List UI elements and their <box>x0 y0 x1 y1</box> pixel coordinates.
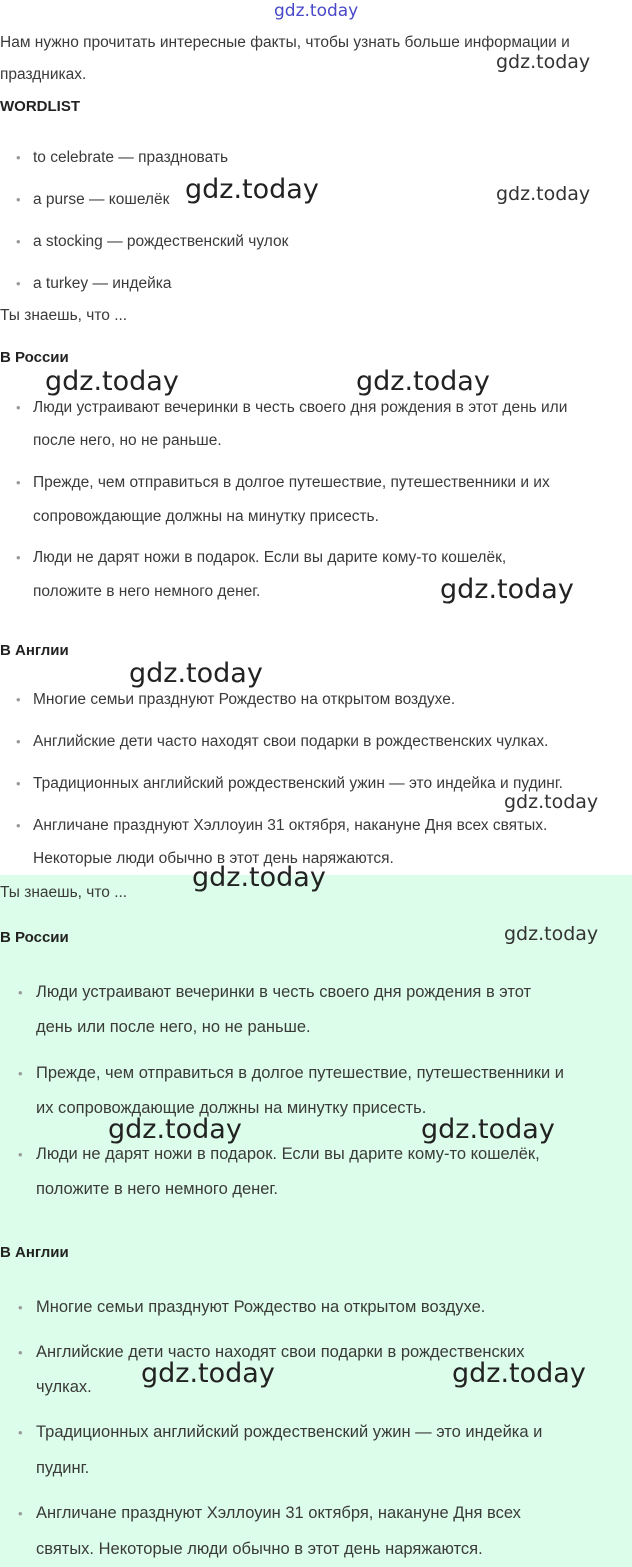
fact-line: Прежде, чем отправиться в долгое путешествие, путешественники и <box>36 1064 564 1082</box>
fact-line: чулках. <box>36 1378 92 1396</box>
fact-line: Многие семьи празднуют Рождество на открытом воздухе. <box>36 1298 486 1316</box>
watermark: gdz.today <box>504 791 599 813</box>
watermark: gdz.today <box>452 1358 586 1389</box>
bullet-icon: • <box>16 192 21 207</box>
watermark: gdz.today <box>421 1114 555 1145</box>
bullet-icon: • <box>16 234 21 249</box>
watermark: gdz.today <box>192 862 326 893</box>
fact-line: Прежде, чем отправиться в долгое путешествие, путешественники и их <box>33 474 550 491</box>
bullet-icon: • <box>18 1066 23 1081</box>
answer-panel <box>0 875 632 1567</box>
fact-line: после него, но не раньше. <box>33 432 222 449</box>
bullet-icon: • <box>18 1147 23 1162</box>
fact-line: Англичане празднуют Хэллоуин 31 октября, накануне Дня всех святых. <box>33 817 548 834</box>
section1-russia-title: В России <box>0 349 69 366</box>
watermark: gdz.today <box>185 174 319 205</box>
watermark: gdz.today <box>504 923 599 945</box>
bullet-icon: • <box>16 550 21 565</box>
watermark: gdz.today <box>108 1114 242 1145</box>
fact-line: Люди не дарят ножи в подарок. Если вы дарите кому-то кошелёк, <box>36 1145 540 1163</box>
bullet-icon: • <box>16 150 21 165</box>
fact-line: положите в него немного денег. <box>33 583 261 600</box>
wordlist-item: a stocking — рождественский чулок <box>33 233 289 250</box>
bullet-icon: • <box>18 985 23 1000</box>
watermark: gdz.today <box>496 183 591 205</box>
fact-line: Многие семьи празднуют Рождество на открытом воздухе. <box>33 691 456 708</box>
fact-line: пудинг. <box>36 1459 90 1477</box>
intro-line-1: Нам нужно прочитать интересные факты, чтобы узнать больше информации и <box>0 34 570 51</box>
wordlist-item: a turkey — индейка <box>33 275 172 292</box>
bullet-icon: • <box>16 276 21 291</box>
fact-line: их сопровождающие должны на минутку присесть. <box>36 1099 427 1117</box>
wordlist-title: WORDLIST <box>0 98 80 115</box>
fact-line: Традиционных английский рождественский ужин — это индейка и пудинг. <box>33 775 563 792</box>
section2-russia-title: В России <box>0 929 69 946</box>
bullet-icon: • <box>16 734 21 749</box>
bullet-icon: • <box>16 475 21 490</box>
bullet-icon: • <box>16 818 21 833</box>
bullet-icon: • <box>18 1300 23 1315</box>
fact-line: Некоторые люди обычно в этот день наряжаются. <box>33 850 394 867</box>
watermark: gdz.today <box>496 51 591 73</box>
watermark-top: gdz.today <box>274 1 359 21</box>
bullet-icon: • <box>18 1506 23 1521</box>
section1-lead: Ты знаешь, что ... <box>0 307 128 324</box>
watermark: gdz.today <box>129 658 263 689</box>
section2-england-title: В Англии <box>0 1244 69 1261</box>
fact-line: Люди устраивают вечеринки в честь своего дня рождения в этот <box>36 983 532 1001</box>
bullet-icon: • <box>16 692 21 707</box>
fact-line: Люди устраивают вечеринки в честь своего дня рождения в этот день или <box>33 399 568 416</box>
fact-line: Английские дети часто находят свои подарки в рождественских <box>36 1343 525 1361</box>
bullet-icon: • <box>18 1425 23 1440</box>
fact-line: сопровождающие должны на минутку присесть. <box>33 508 379 525</box>
watermark: gdz.today <box>45 366 179 397</box>
wordlist-item: a purse — кошелёк <box>33 191 170 208</box>
fact-line: святых. Некоторые люди обычно в этот день наряжаются. <box>36 1540 483 1558</box>
bullet-icon: • <box>16 400 21 415</box>
watermark: gdz.today <box>440 574 574 605</box>
bullet-icon: • <box>18 1345 23 1360</box>
bullet-icon: • <box>16 776 21 791</box>
fact-line: Английские дети часто находят свои подарки в рождественских чулках. <box>33 733 549 750</box>
fact-line: Англичане празднуют Хэллоуин 31 октября, накануне Дня всех <box>36 1504 521 1522</box>
watermark: gdz.today <box>141 1358 275 1389</box>
fact-line: Люди не дарят ножи в подарок. Если вы дарите кому-то кошелёк, <box>33 549 507 566</box>
watermark: gdz.today <box>356 366 490 397</box>
fact-line: Традиционных английский рождественский ужин — это индейка и <box>36 1423 543 1441</box>
section1-england-title: В Англии <box>0 642 69 659</box>
section2-lead: Ты знаешь, что ... <box>0 884 128 901</box>
wordlist-item: to celebrate — праздновать <box>33 149 229 166</box>
fact-line: день или после него, но не раньше. <box>36 1018 311 1036</box>
intro-line-2: праздниках. <box>0 66 87 83</box>
fact-line: положите в него немного денег. <box>36 1180 279 1198</box>
